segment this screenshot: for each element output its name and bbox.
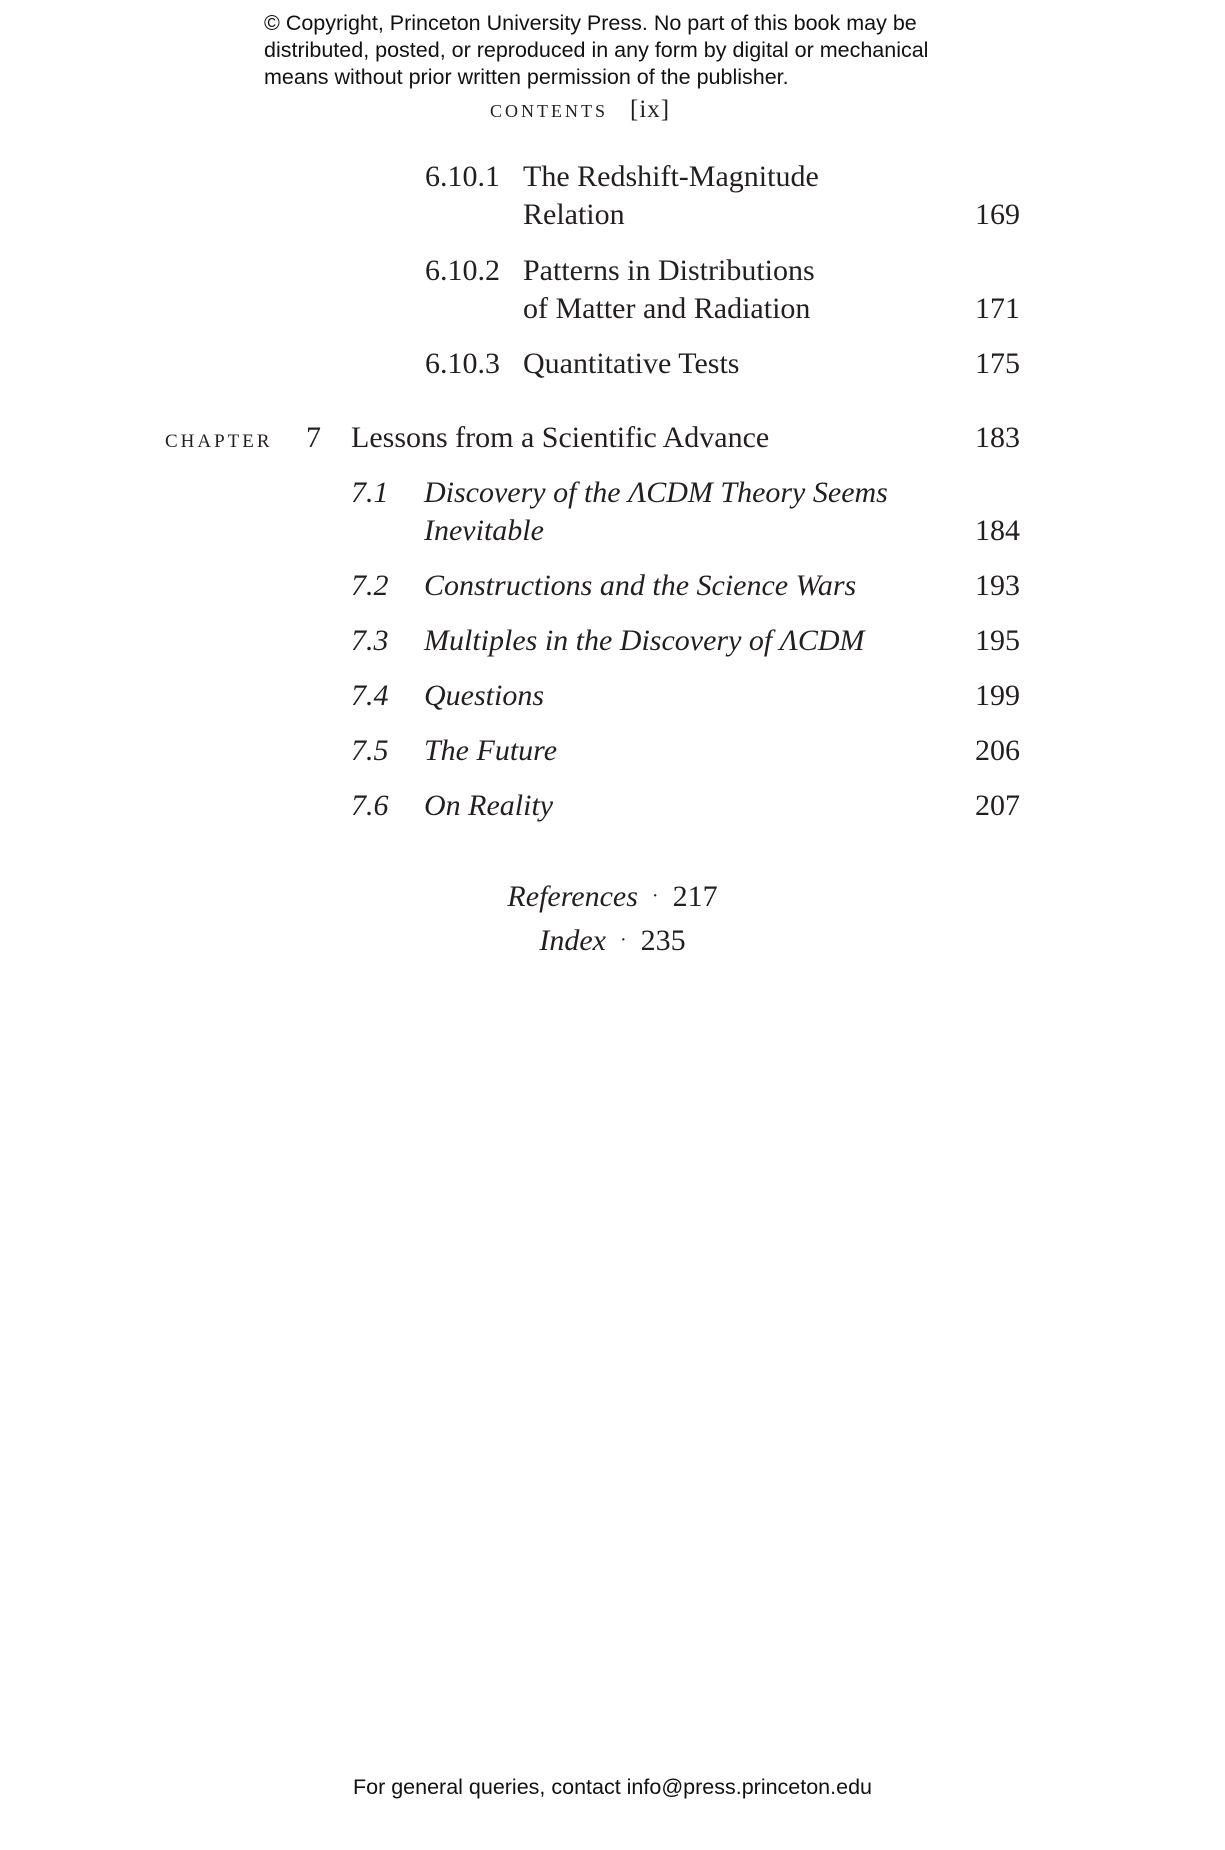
- backmatter-page: 217: [672, 880, 718, 913]
- entry-title: Discovery of the ΛCDM Theory Seems: [424, 476, 888, 509]
- entry-page: 207: [975, 789, 1020, 822]
- entry-page: 171: [975, 292, 1020, 325]
- chapter-number: 7: [306, 421, 321, 454]
- entry-page: 199: [975, 679, 1020, 712]
- entry-number: 6.10.1: [425, 160, 500, 193]
- backmatter-title: Index: [539, 924, 606, 957]
- entry-title-continued: Relation: [523, 198, 625, 231]
- copyright-notice: [264, 10, 964, 91]
- copyright-line: © Copyright, Princeton University Press. No part of this book may be: [264, 11, 917, 35]
- entry-page: 169: [975, 198, 1020, 231]
- entry-page: 184: [975, 514, 1020, 547]
- separator-dot: ·: [619, 929, 627, 951]
- running-head-page: [ix]: [630, 96, 671, 123]
- entry-number: 6.10.2: [425, 254, 500, 287]
- backmatter-page: 235: [640, 924, 686, 957]
- entry-number: 7.3: [351, 624, 389, 657]
- entry-number: 7.6: [351, 789, 389, 822]
- separator-dot: ·: [651, 885, 659, 907]
- entry-title: On Reality: [424, 789, 554, 822]
- entry-page: 195: [975, 624, 1020, 657]
- running-head-label: contents: [490, 96, 608, 123]
- entry-title: The Redshift-Magnitude: [523, 160, 819, 193]
- entry-number: 7.5: [351, 734, 389, 767]
- backmatter-index: [0, 924, 1225, 958]
- chapter-label: chapter: [165, 423, 273, 453]
- chapter-page: 183: [975, 421, 1020, 454]
- copyright-line: means without prior written permission of the publisher.: [264, 65, 789, 89]
- entry-number: 6.10.3: [425, 347, 500, 380]
- backmatter-references: [0, 880, 1225, 914]
- entry-page: 175: [975, 347, 1020, 380]
- entry-page: 206: [975, 734, 1020, 767]
- entry-title-continued: Inevitable: [424, 514, 544, 547]
- entry-title: Questions: [424, 679, 544, 712]
- footer-contact: For general queries, contact info@press.princeton.edu: [352, 1775, 872, 1799]
- entry-title: The Future: [424, 734, 558, 767]
- backmatter-title: References: [507, 880, 638, 913]
- running-head: [490, 96, 670, 124]
- entry-title: Patterns in Distributions: [523, 254, 815, 287]
- copyright-line: distributed, posted, or reproduced in any form by digital or mechanical: [264, 38, 929, 62]
- chapter-title: Lessons from a Scientific Advance: [351, 421, 770, 454]
- entry-number: 7.1: [351, 476, 389, 509]
- entry-title: Constructions and the Science Wars: [424, 569, 857, 602]
- entry-title: Multiples in the Discovery of ΛCDM: [424, 624, 865, 657]
- entry-title-continued: of Matter and Radiation: [523, 292, 811, 325]
- entry-number: 7.4: [351, 679, 389, 712]
- entry-page: 193: [975, 569, 1020, 602]
- entry-title: Quantitative Tests: [523, 347, 740, 380]
- entry-number: 7.2: [351, 569, 389, 602]
